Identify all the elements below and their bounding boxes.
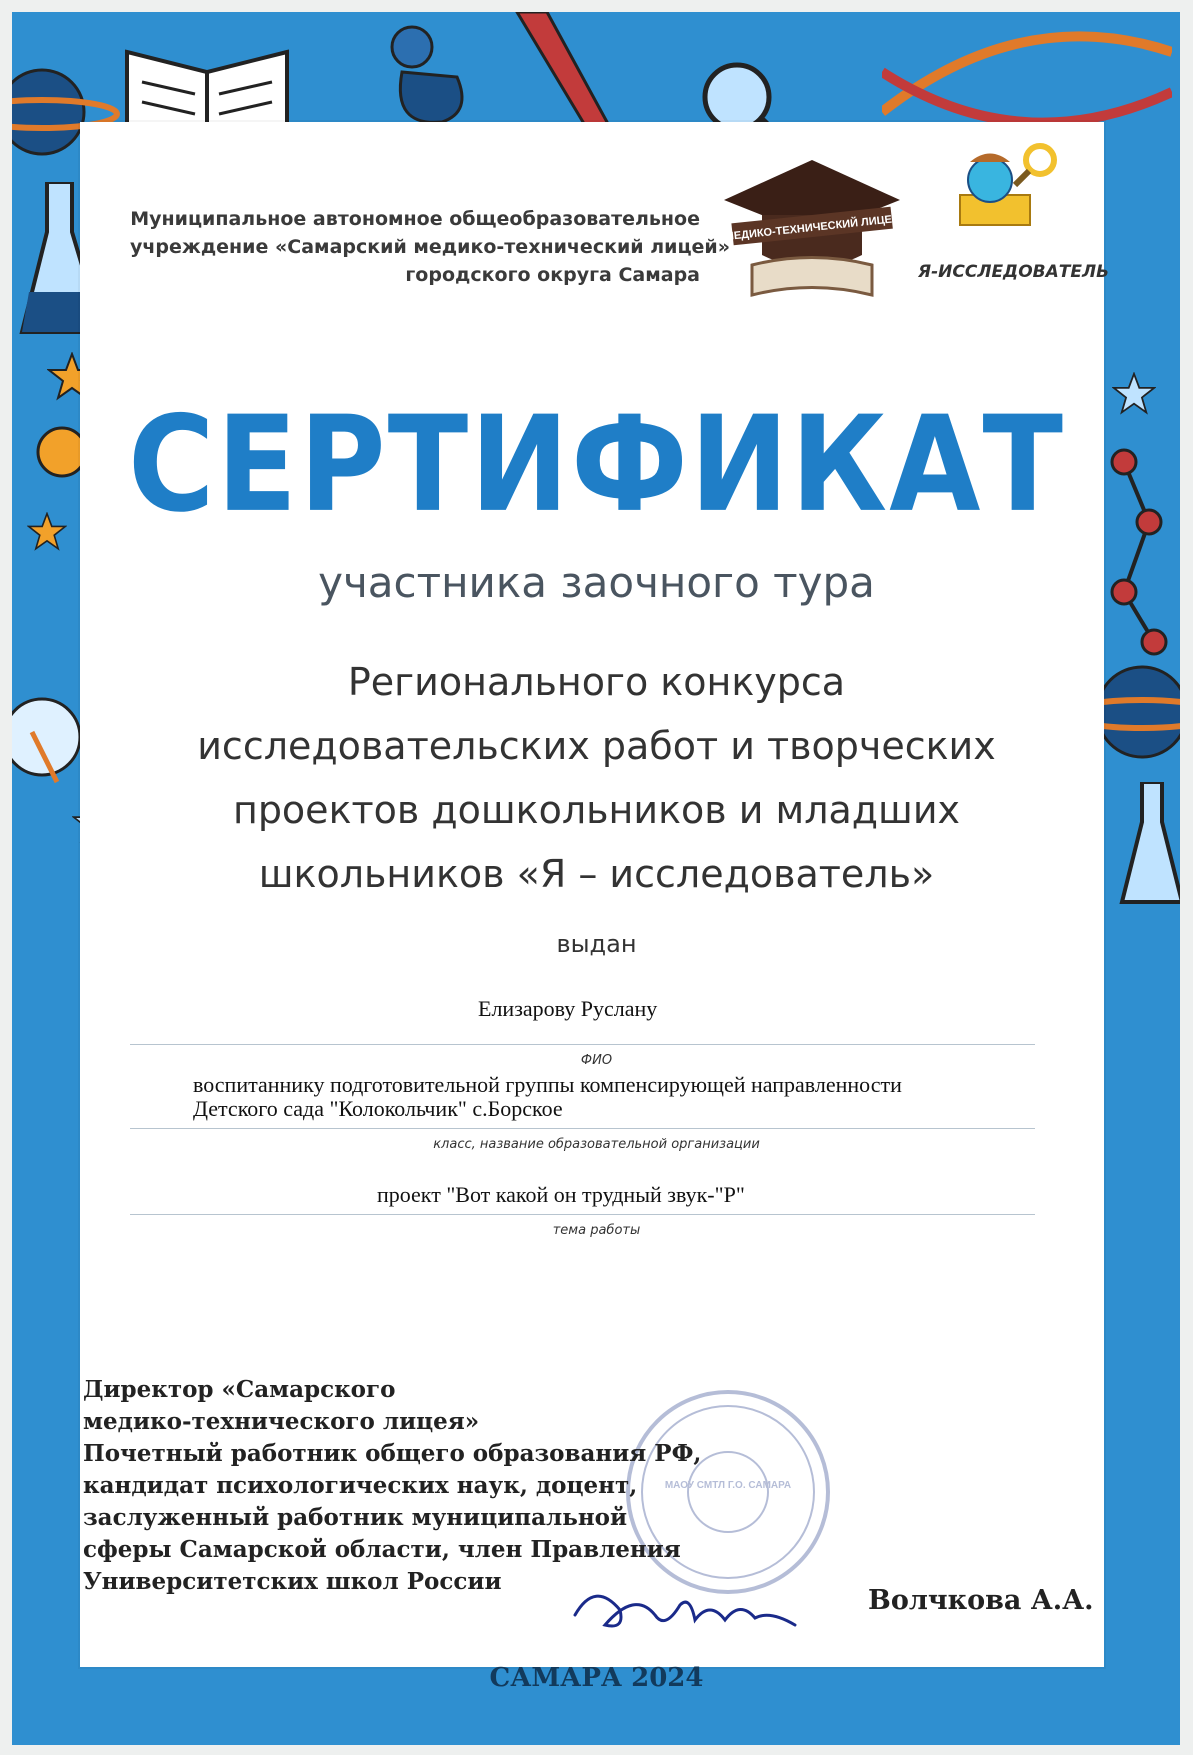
issued-label: выдан (556, 930, 637, 958)
org-caption: класс, название образовательной организации (433, 1137, 760, 1152)
org-underline (130, 1128, 1035, 1129)
certificate-title: СЕРТИФИКАТ (128, 386, 1065, 542)
lyceum-logo-text: МЕДИКО-ТЕХНИЧЕСКИЙ ЛИЦЕЙ (724, 212, 901, 244)
signatory-line: Директор «Самарского (83, 1376, 396, 1403)
contest-line: школьников «Я – исследователь» (258, 852, 935, 896)
name-underline (130, 1044, 1035, 1045)
signatory-line: Почетный работник общего образования РФ, (83, 1440, 702, 1467)
recipient-org-line1: воспитаннику подготовительной группы компенсирующей направленности (193, 1072, 902, 1097)
project-topic: проект "Вот какой он трудный звук-"Р" (377, 1182, 745, 1207)
contest-name (0, 650, 1193, 906)
recipient-name: Елизарову Руслану (478, 996, 658, 1021)
topic-underline (130, 1214, 1035, 1215)
contest-line: Регионального конкурса (347, 660, 846, 704)
contest-logo (925, 140, 1095, 250)
organization-name (130, 205, 731, 289)
city-year: САМАРА 2024 (489, 1663, 704, 1693)
signatory-line: сферы Самарской области, член Правления (83, 1536, 681, 1563)
handwritten-signature (565, 1570, 805, 1645)
certificate-subtitle: участника заочного тура (318, 558, 875, 607)
stamp-text: МАОУ СМТЛ Г.О. САМАРА (664, 1480, 792, 1491)
signatory-line: медико-технического лицея» (83, 1408, 480, 1435)
signatory-title (83, 1374, 701, 1598)
signatory-line: кандидат психологических наук, доцент, (83, 1472, 638, 1499)
name-caption: ФИО (580, 1053, 613, 1068)
lyceum-logo (722, 155, 902, 305)
contest-logo-text: Я-ИССЛЕДОВАТЕЛЬ (918, 262, 1110, 282)
org-line: учреждение «Самарский медико-технический лицей» (130, 236, 731, 258)
contest-line: проектов дошкольников и младших (232, 788, 961, 832)
topic-caption: тема работы (552, 1223, 641, 1238)
signatory-line: Университетских школ России (83, 1568, 502, 1595)
org-line: городского округа Самара (405, 264, 700, 286)
recipient-org-line2: Детского сада "Колокольчик" с.Борское (193, 1096, 563, 1121)
flask-icon (372, 17, 482, 137)
dna-icon (882, 12, 1172, 132)
org-line: Муниципальное автономное общеобразовательное (130, 208, 700, 230)
signatory-line: заслуженный работник муниципальной (83, 1504, 628, 1531)
signer-name: Волчкова А.А. (868, 1585, 1094, 1616)
contest-line: исследовательских работ и творческих (197, 724, 996, 768)
